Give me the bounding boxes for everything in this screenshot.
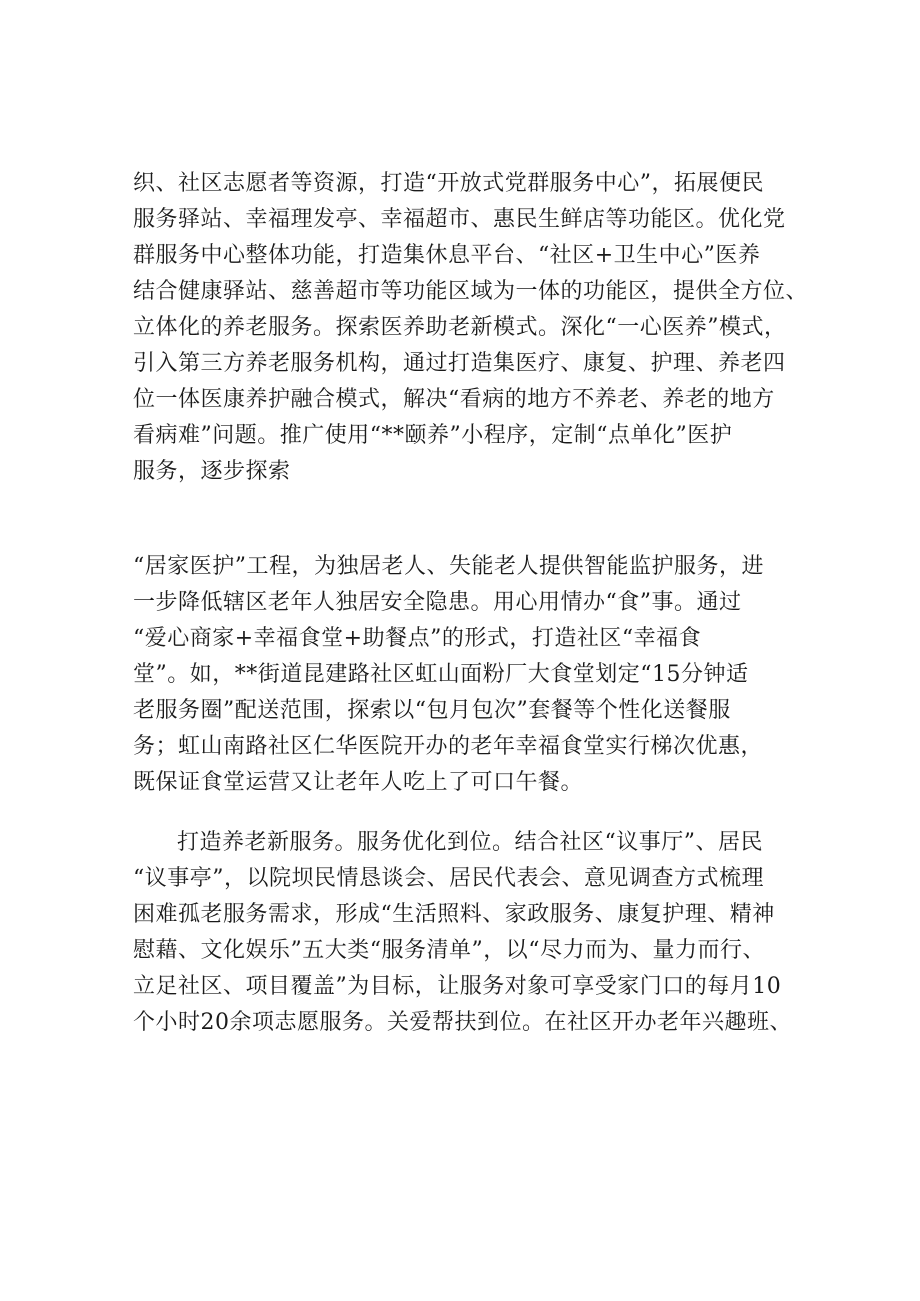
text-line: “居家医护”工程，为独居老人、失能老人提供智能监护服务，进 (133, 554, 764, 579)
text-line: 打造养老新服务。服务优化到位。结合社区“议事厅”、居民 (177, 830, 763, 855)
text-line: 群服务中心整体功能，打造集休息平台、“社区+卫生中心”医养 (133, 243, 761, 268)
paragraph-home-care-canteen (133, 549, 797, 801)
text-line: 堂”。如，**街道昆建路社区虹山面粉厂大食堂划定“15分钟适 (133, 662, 749, 687)
text-line: 立足社区、项目覆盖”为目标，让服务对象可享受家门口的每月10 (133, 974, 782, 999)
text-line: 引入第三方养老服务机构，通过打造集医疗、康复、护理、养老四 (133, 351, 786, 376)
text-line: 慰藉、文化娱乐”五大类“服务清单”，以“尽力而为、量力而行、 (133, 938, 765, 963)
text-line: 困难孤老服务需求，形成“生活照料、家政服务、康复护理、精神 (133, 902, 775, 927)
text-line: “爱心商家+幸福食堂+助餐点”的形式，打造社区“幸福食 (133, 626, 702, 651)
text-line: 立体化的养老服务。探索医养助老新模式。深化“一心医养”模式， (133, 315, 787, 340)
text-line: 位一体医康养护融合模式，解决“看病的地方不养老、养老的地方 (133, 387, 775, 412)
text-line: 服务，逐步探索 (133, 459, 291, 484)
text-line: 结合健康驿站、慈善超市等功能区域为一体的功能区，提供全方位、 (133, 279, 809, 304)
text-line: 务；虹山南路社区仁华医院开办的老年幸福食堂实行梯次优惠， (133, 734, 764, 759)
paragraph-new-elderly-services (133, 825, 797, 1041)
paragraph-medical-elderly-care (133, 166, 809, 490)
text-line: 看病难”问题。推广使用“**颐养”小程序，定制“点单化”医护 (133, 423, 733, 448)
text-line: “议事亭”，以院坝民情恳谈会、居民代表会、意见调查方式梳理 (133, 866, 764, 891)
text-line: 个小时20余项志愿服务。关爱帮扶到位。在社区开办老年兴趣班、 (133, 1010, 792, 1035)
text-line: 织、社区志愿者等资源，打造“开放式党群服务中心”，拓展便民 (133, 171, 764, 196)
text-line: 老服务圈”配送范围，探索以“包月包次”套餐等个性化送餐服 (133, 698, 731, 723)
text-line: 既保证食堂运营又让老年人吃上了可口午餐。 (133, 770, 584, 795)
text-line: 一步降低辖区老年人独居安全隐患。用心用情办“食”事。通过 (133, 590, 742, 615)
text-line: 服务驿站、幸福理发亭、幸福超市、惠民生鲜店等功能区。优化党 (133, 207, 786, 232)
